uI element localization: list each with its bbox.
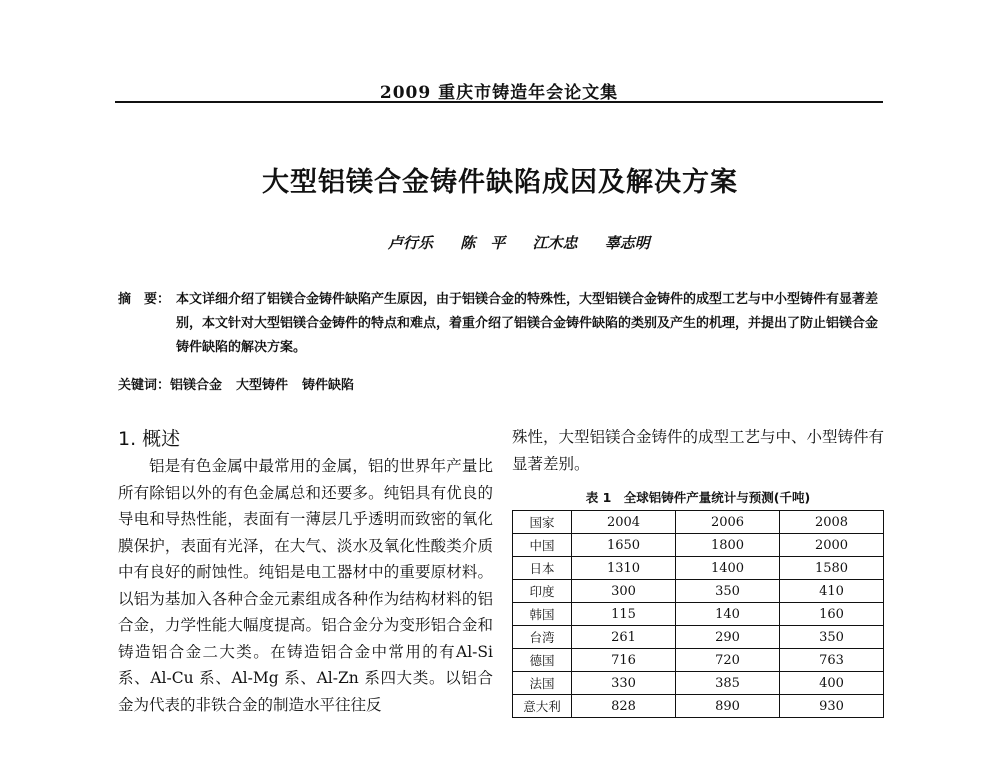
value-cell: 716 <box>572 649 676 672</box>
table-header-row <box>513 511 884 534</box>
table-row <box>513 649 884 672</box>
keywords-label: 关键词： <box>118 378 171 393</box>
value-cell: 290 <box>676 626 780 649</box>
paper-title: 大型铝镁合金铸件缺陷成因及解决方案 <box>262 167 738 198</box>
value-cell: 330 <box>572 672 676 695</box>
abstract-text: 本文详细介绍了铝镁合金铸件缺陷产生原因，由于铝镁合金的特殊性，大型铝镁合金铸件的成型工艺与中小型铸件有显著差别，本文针对大型铝镁合金铸件的特点和难点，着重介绍了铝镁合金铸件缺陷的类别及产生的机理，并提出了防止铝镁合金铸件缺陷的解决方案。 <box>176 292 879 355</box>
value-cell: 763 <box>780 649 884 672</box>
abstract-label: 摘 要： <box>118 292 171 307</box>
value-cell: 1650 <box>572 534 676 557</box>
body-paragraph: 铝是有色金属中最常用的金属，铝的世界年产量比所有除铝以外的有色金属总和还要多。纯铝具有优良的导电和导热性能，表面有一薄层几乎透明而致密的氧化膜保护，表面有光泽，在大气、淡水及氧化性酸类介质中有良好的耐蚀性。纯铝是电工器材中的重要原材料。以铝为基加入各种合金元素组成各种作为结构材料的铝合金，力学性能大幅度提高。铝合金分为变形铝合金和铸造铝合金二大类。在铸造铝合金中常用的有Al-Si 系、Al-Cu 系、Al-Mg 系、Al-Zn 系四大类。以铝合金为代表的非铁合金的制造水平往往反 <box>118 457 493 714</box>
country-cell: 中国 <box>513 534 572 557</box>
value-cell: 140 <box>676 603 780 626</box>
value-cell: 1580 <box>780 557 884 580</box>
keyword: 铝镁合金 <box>170 378 223 393</box>
value-cell: 890 <box>676 695 780 718</box>
author-name: 陈 平 <box>460 234 506 252</box>
value-cell: 400 <box>780 672 884 695</box>
value-cell: 410 <box>780 580 884 603</box>
value-cell: 720 <box>676 649 780 672</box>
keyword: 铸件缺陷 <box>302 378 355 393</box>
header-divider <box>115 101 883 103</box>
author-name: 辜志明 <box>604 234 650 252</box>
value-cell: 300 <box>572 580 676 603</box>
header-cell: 国家 <box>513 511 572 534</box>
country-cell: 日本 <box>513 557 572 580</box>
keywords <box>118 374 888 393</box>
value-cell: 350 <box>676 580 780 603</box>
table-row <box>513 557 884 580</box>
table-caption: 表 1 全球铝铸件产量统计与预测(千吨) <box>585 490 811 505</box>
table-row <box>513 626 884 649</box>
country-cell: 意大利 <box>513 695 572 718</box>
header-cell: 2004 <box>572 511 676 534</box>
production-table <box>512 510 884 718</box>
value-cell: 2000 <box>780 534 884 557</box>
section-heading: 1. 概述 <box>118 428 181 450</box>
country-cell: 法国 <box>513 672 572 695</box>
abstract <box>118 288 888 360</box>
author-name: 卢行乐 <box>388 234 434 252</box>
table-row <box>513 534 884 557</box>
value-cell: 261 <box>572 626 676 649</box>
table-row <box>513 695 884 718</box>
value-cell: 350 <box>780 626 884 649</box>
value-cell: 828 <box>572 695 676 718</box>
journal-header: 2009 重庆市铸造年会论文集 <box>379 83 619 103</box>
country-cell: 印度 <box>513 580 572 603</box>
value-cell: 1800 <box>676 534 780 557</box>
value-cell: 930 <box>780 695 884 718</box>
table-row <box>513 603 884 626</box>
table-row <box>513 672 884 695</box>
table-row <box>513 580 884 603</box>
author-list <box>388 232 672 253</box>
country-cell: 台湾 <box>513 626 572 649</box>
author-name: 江木忠 <box>532 234 578 252</box>
country-cell: 韩国 <box>513 603 572 626</box>
value-cell: 115 <box>572 603 676 626</box>
value-cell: 1400 <box>676 557 780 580</box>
value-cell: 160 <box>780 603 884 626</box>
country-cell: 德国 <box>513 649 572 672</box>
header-cell: 2008 <box>780 511 884 534</box>
body-paragraph-continued: 殊性，大型铝镁合金铸件的成型工艺与中、小型铸件有显著差别。 <box>512 428 885 473</box>
keyword: 大型铸件 <box>236 378 289 393</box>
value-cell: 385 <box>676 672 780 695</box>
value-cell: 1310 <box>572 557 676 580</box>
header-cell: 2006 <box>676 511 780 534</box>
